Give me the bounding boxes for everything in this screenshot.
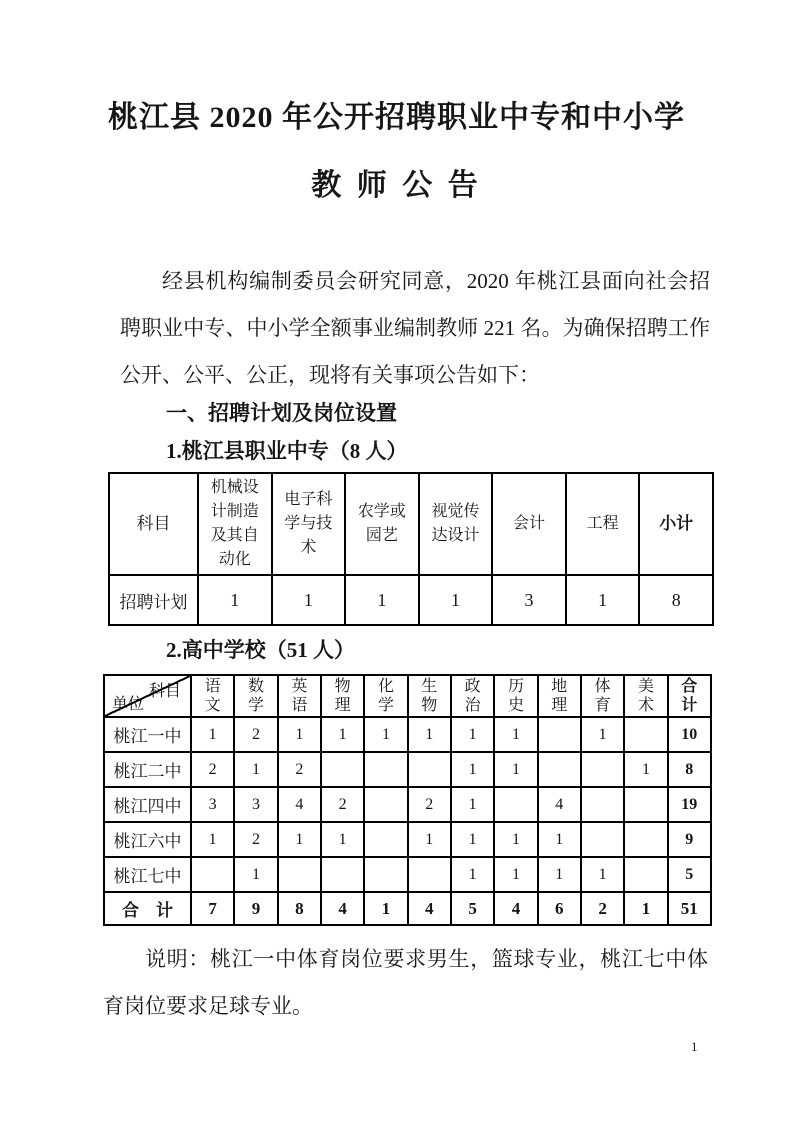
table-cell-subtotal: 8	[639, 575, 713, 625]
column-header-label: 政治	[464, 678, 481, 714]
table-cell: 1	[234, 752, 277, 787]
column-header: 视觉传达设计	[419, 473, 493, 575]
column-header-label: 语文	[204, 678, 221, 714]
row-label-total: 合 计	[104, 892, 191, 925]
table-row	[104, 787, 711, 822]
table-cell-total: 19	[668, 787, 711, 822]
column-header	[278, 675, 321, 717]
table-row	[104, 857, 711, 892]
table-cell	[538, 752, 581, 787]
table-cell	[321, 752, 364, 787]
table-cell: 1	[451, 857, 494, 892]
table-total-row	[104, 892, 711, 925]
table-cell: 7	[191, 892, 234, 925]
note-paragraph: 说明：桃江一中体育岗位要求男生，篮球专业，桃江七中体育岗位要求足球专业。	[103, 947, 708, 1018]
vocational-data-row	[109, 575, 713, 625]
table-cell	[624, 717, 667, 752]
vocational-header-row	[109, 473, 713, 575]
table-cell	[624, 822, 667, 857]
table-cell: 4	[494, 892, 537, 925]
subsection1-heading: 1.桃江县职业中专（8 人）	[166, 439, 408, 463]
column-header: 农学或园艺	[345, 473, 419, 575]
table-cell: 2	[191, 752, 234, 787]
table-cell: 1	[566, 575, 640, 625]
table-cell	[191, 857, 234, 892]
column-header-label: 合计	[681, 678, 698, 714]
column-header: 会计	[492, 473, 566, 575]
table-cell: 6	[538, 892, 581, 925]
table-cell	[494, 787, 537, 822]
table-cell: 1	[538, 822, 581, 857]
table-cell: 4	[408, 892, 451, 925]
table-cell: 5	[451, 892, 494, 925]
table-cell	[538, 717, 581, 752]
row-label: 桃江二中	[104, 752, 191, 787]
table-cell: 1	[234, 857, 277, 892]
column-header-label: 地理	[551, 678, 568, 714]
table-cell: 1	[364, 892, 407, 925]
table-cell-total: 9	[668, 822, 711, 857]
column-header-subtotal: 小计	[639, 473, 713, 575]
column-header-label: 生物	[421, 678, 438, 714]
corner-header-cell	[104, 675, 191, 717]
column-header: 工程	[566, 473, 640, 575]
table-cell: 1	[191, 717, 234, 752]
column-header	[364, 675, 407, 717]
table-cell: 4	[538, 787, 581, 822]
table-cell: 1	[278, 822, 321, 857]
column-header: 电子科学与技术	[272, 473, 346, 575]
column-header-label: 体育	[594, 678, 611, 714]
table-cell: 1	[494, 857, 537, 892]
column-header	[408, 675, 451, 717]
table-cell: 1	[494, 822, 537, 857]
table-cell: 1	[494, 717, 537, 752]
table-cell: 9	[234, 892, 277, 925]
table-cell: 3	[234, 787, 277, 822]
table-cell: 1	[451, 822, 494, 857]
table-cell: 2	[234, 822, 277, 857]
corner-label-unit: 单位	[112, 696, 145, 713]
section-heading: 一、招聘计划及岗位设置	[166, 402, 397, 425]
table-cell: 1	[419, 575, 493, 625]
highschool-header-row	[104, 675, 711, 717]
table-cell-total: 10	[668, 717, 711, 752]
column-header: 科目	[109, 473, 198, 575]
column-header-label: 数学	[247, 678, 264, 714]
table-cell: 1	[198, 575, 272, 625]
table-cell: 1	[581, 717, 624, 752]
table-row	[104, 717, 711, 752]
column-header	[538, 675, 581, 717]
highschool-table	[103, 674, 712, 926]
table-cell: 1	[408, 717, 451, 752]
row-label: 招聘计划	[109, 575, 198, 625]
subsection2-heading: 2.高中学校（51 人）	[166, 638, 355, 662]
column-header-label: 美术	[637, 678, 654, 714]
table-cell-total: 5	[668, 857, 711, 892]
row-label: 桃江一中	[104, 717, 191, 752]
table-cell: 4	[278, 787, 321, 822]
table-cell	[321, 857, 364, 892]
table-cell: 4	[321, 892, 364, 925]
column-header	[234, 675, 277, 717]
column-header-label: 物理	[334, 678, 351, 714]
table-cell	[581, 822, 624, 857]
column-header	[321, 675, 364, 717]
column-header-label: 历史	[507, 678, 524, 714]
table-cell: 1	[581, 857, 624, 892]
table-cell: 1	[321, 717, 364, 752]
table-cell: 1	[272, 575, 346, 625]
corner-label-subject: 科目	[148, 683, 181, 700]
table-cell	[581, 787, 624, 822]
table-cell	[408, 857, 451, 892]
column-header-label: 化学	[377, 678, 394, 714]
column-header	[624, 675, 667, 717]
document-title-line2: 教 师 公 告	[311, 169, 482, 202]
intro-paragraph: 经县机构编制委员会研究同意，2020 年桃江县面向社会招聘职业中专、中小学全额事业编制教师 221 名。为确保招聘工作公开、公平、公正，现将有关事项公告如下：	[120, 269, 710, 387]
table-cell: 1	[494, 752, 537, 787]
table-row	[104, 822, 711, 857]
column-header	[494, 675, 537, 717]
table-cell: 1	[278, 717, 321, 752]
column-header: 机械设计制造及其自动化	[198, 473, 272, 575]
table-cell: 8	[278, 892, 321, 925]
table-cell: 2	[278, 752, 321, 787]
table-cell: 3	[191, 787, 234, 822]
table-cell	[624, 787, 667, 822]
table-cell-total: 8	[668, 752, 711, 787]
table-cell: 1	[364, 717, 407, 752]
table-cell: 1	[191, 822, 234, 857]
table-cell	[364, 822, 407, 857]
table-cell	[364, 787, 407, 822]
table-cell: 1	[451, 787, 494, 822]
table-cell: 1	[345, 575, 419, 625]
table-cell-total: 51	[668, 892, 711, 925]
table-cell: 2	[321, 787, 364, 822]
column-header-label: 英语	[291, 678, 308, 714]
table-cell: 3	[492, 575, 566, 625]
table-cell: 1	[624, 752, 667, 787]
column-header	[451, 675, 494, 717]
table-cell	[624, 857, 667, 892]
table-cell: 1	[321, 822, 364, 857]
row-label: 桃江七中	[104, 857, 191, 892]
table-row	[104, 752, 711, 787]
table-cell: 1	[624, 892, 667, 925]
table-cell: 1	[451, 752, 494, 787]
table-cell	[364, 857, 407, 892]
vocational-table	[108, 472, 714, 626]
table-cell	[408, 752, 451, 787]
table-cell: 1	[538, 857, 581, 892]
column-header-total	[668, 675, 711, 717]
table-cell: 1	[451, 717, 494, 752]
column-header	[581, 675, 624, 717]
column-header	[191, 675, 234, 717]
row-label: 桃江四中	[104, 787, 191, 822]
table-cell	[581, 752, 624, 787]
page-number: 1	[691, 1039, 698, 1054]
document-title-line1: 桃江县 2020 年公开招聘职业中专和中小学	[108, 101, 685, 134]
table-cell: 2	[234, 717, 277, 752]
table-cell: 2	[408, 787, 451, 822]
table-cell	[278, 857, 321, 892]
table-cell: 2	[581, 892, 624, 925]
table-cell: 1	[408, 822, 451, 857]
table-cell	[364, 752, 407, 787]
row-label: 桃江六中	[104, 822, 191, 857]
